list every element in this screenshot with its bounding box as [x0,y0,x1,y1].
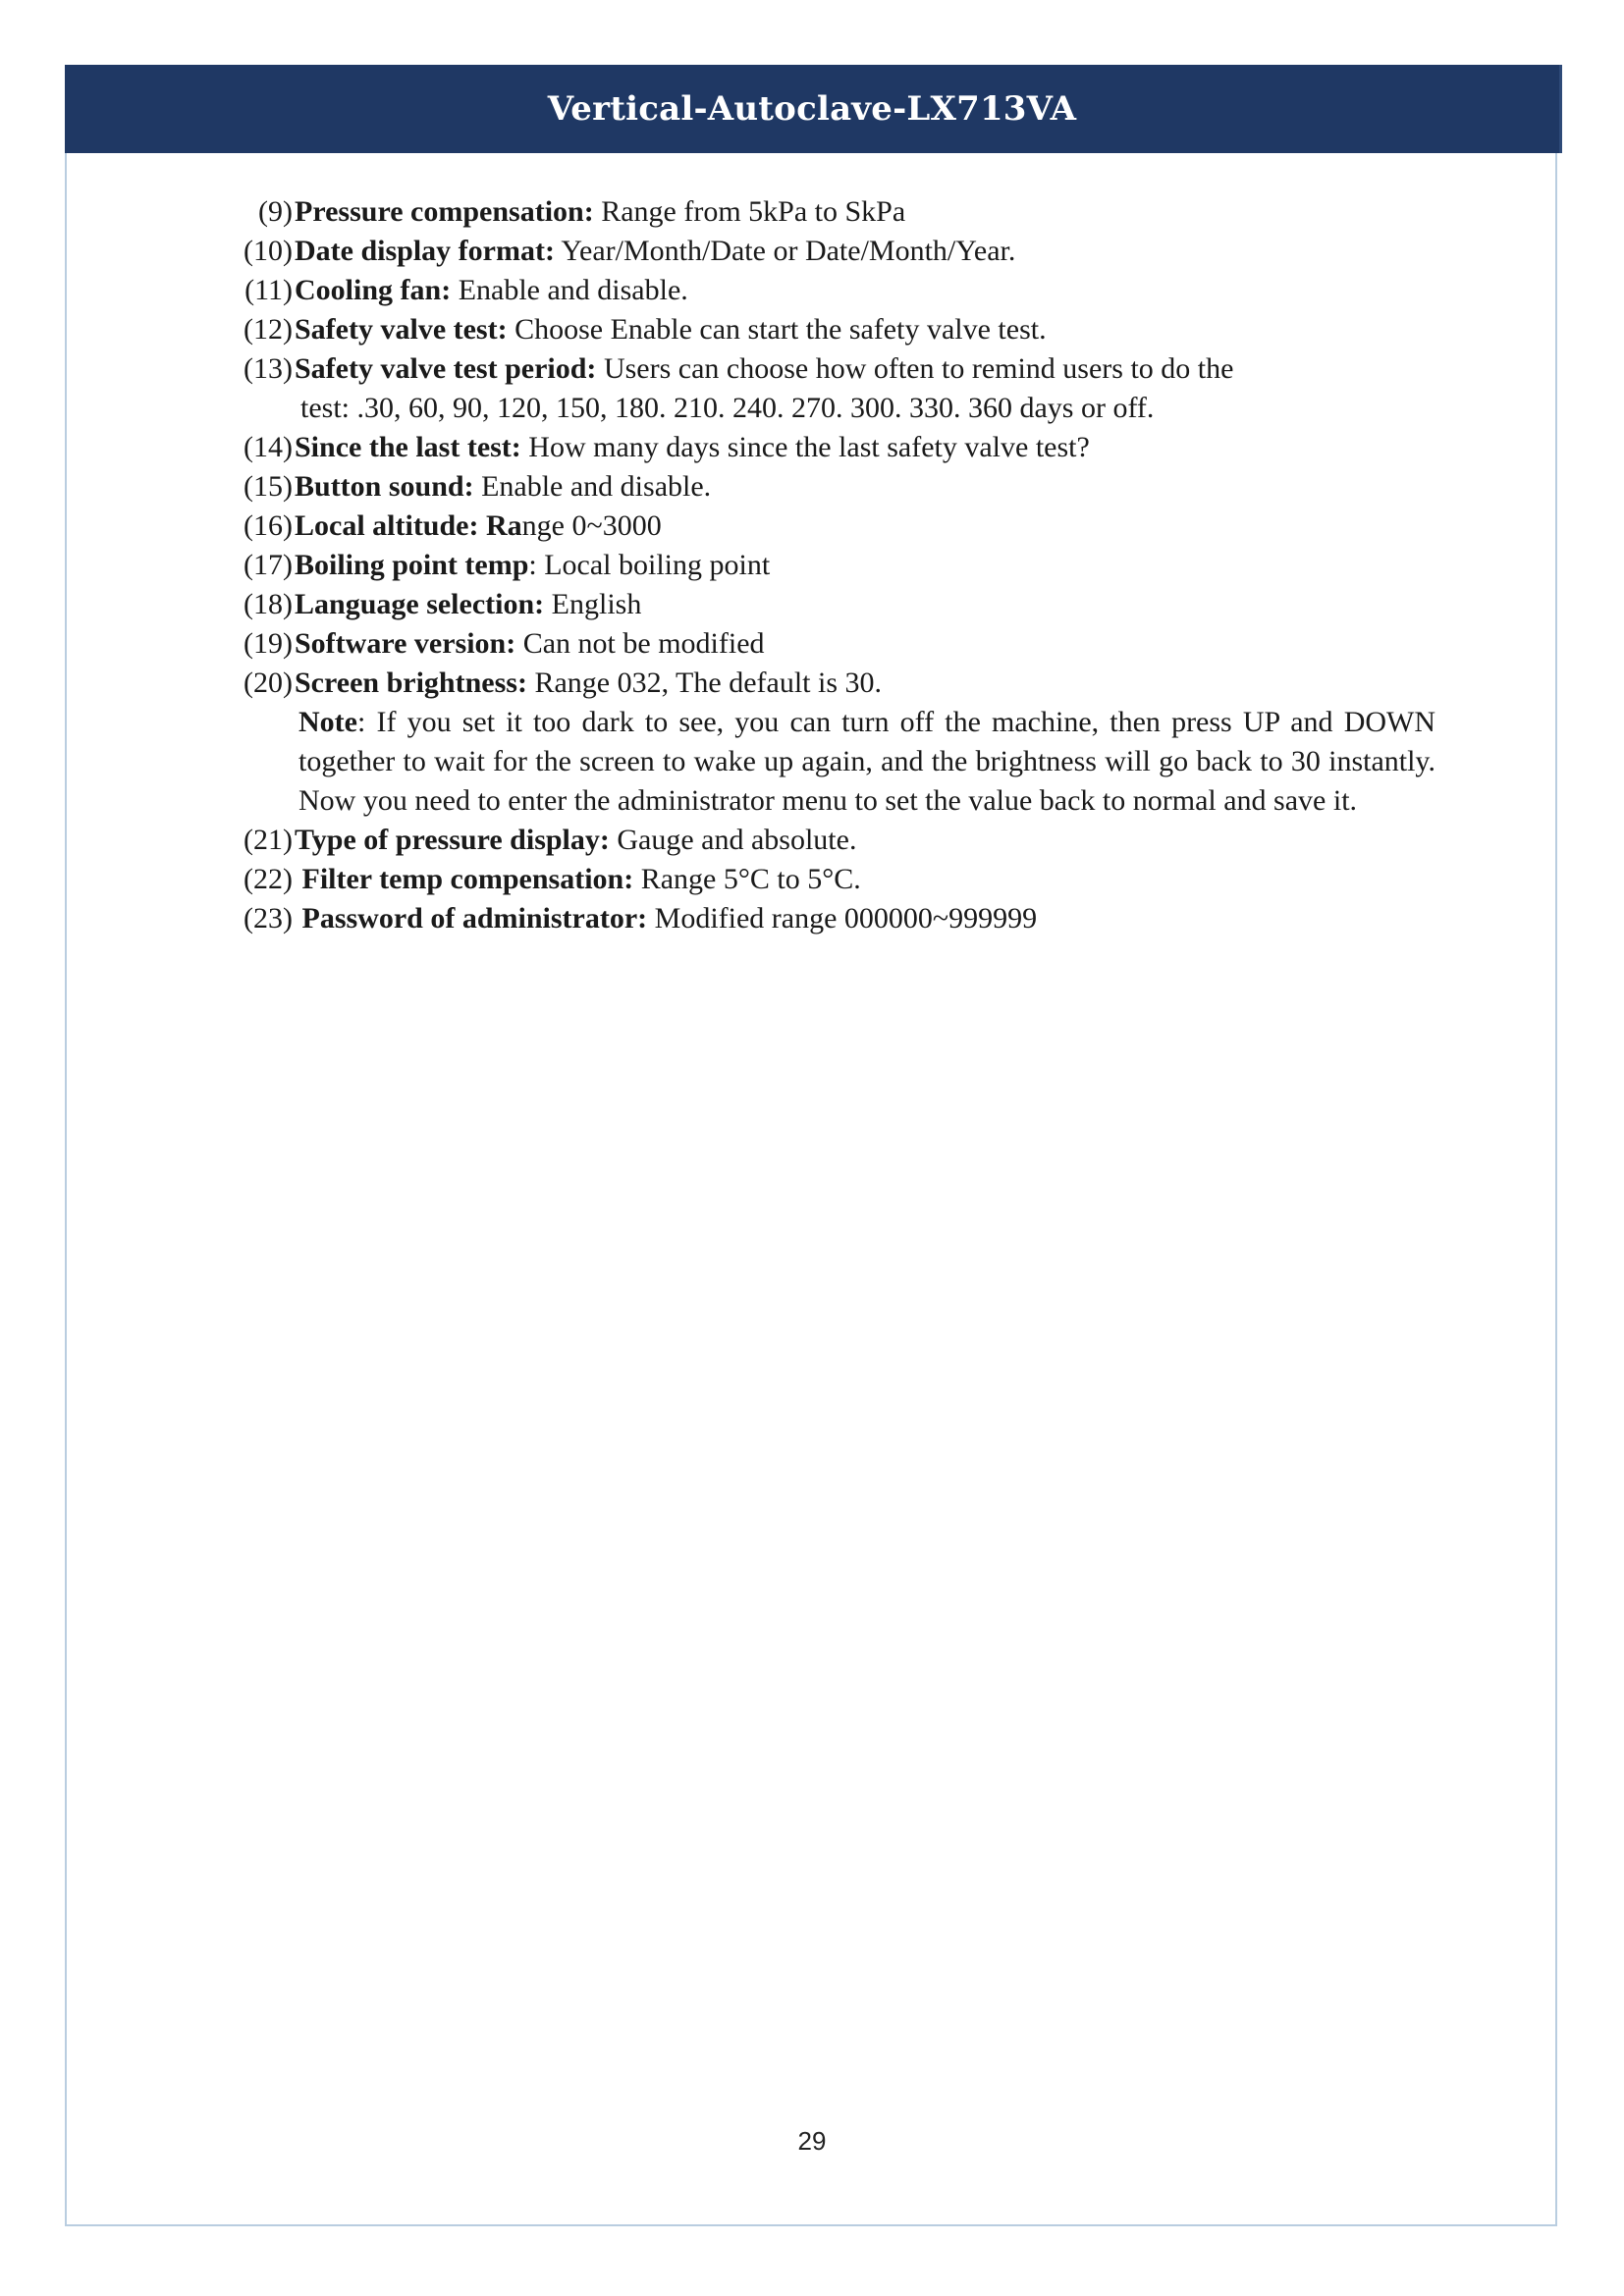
list-item [228,271,1435,310]
list-item [228,232,1435,271]
page-number: 29 [797,2126,827,2156]
item-text: Range 5°C to 5°C. [633,863,861,895]
item-text: Gauge and absolute. [609,824,857,856]
item-text: nge 0~3000 [521,509,662,542]
item-number: (17) [244,549,293,581]
list-item [228,664,1435,703]
item-label: Safety valve test: [295,313,508,346]
item-number: (9) [258,195,293,228]
list-item [228,349,1435,389]
item-number: (18) [244,588,293,620]
item-label: Screen brightness: [295,667,527,699]
item-number: (15) [244,470,293,503]
list-item [228,467,1435,507]
item-number: (23) [244,902,293,934]
item-text: : Local boiling point [528,549,771,581]
note-text: : If you set it too dark to see, you can turn off the machine, then press UP and DOWN together to wait for the screen to wake up again, and the brightness will go back to 30 instantly. Now you need to enter the administrator menu to set the value back to normal and save it. [298,706,1435,817]
item-number: (21) [244,824,293,856]
item-label: Password of administrator: [295,902,648,934]
item-text: Range 032, The default is 30. [526,667,882,699]
item-label: Pressure compensation: [295,195,594,228]
list-item [228,428,1435,467]
list-item [228,821,1435,860]
item-continuation: test: .30, 60, 90, 120, 150, 180. 210. 240. 270. 300. 330. 360 days or off. [300,392,1155,424]
item-text: Can not be modified [515,627,765,660]
item-label: Software version: [295,627,516,660]
item-number: (12) [244,313,293,346]
item-label: Local altitude: Ra [295,509,522,542]
note-label: Note [298,706,357,738]
item-number: (10) [244,235,293,267]
item-text: Year/Month/Date or Date/Month/Year. [554,235,1016,267]
item-number: (20) [244,667,293,699]
list-item [228,192,1435,232]
item-text: English [544,588,642,620]
document-title: Vertical-Autoclave-LX713VA [547,89,1077,129]
brightness-note [228,703,1435,821]
item-number: (13) [244,352,293,385]
item-number: (14) [244,431,293,463]
item-text: Users can choose how often to remind users to do the [596,352,1234,385]
header-bar [65,65,1559,153]
item-number: (11) [244,274,293,306]
list-item [228,860,1435,899]
item-label: Boiling point temp [295,549,529,581]
settings-list [228,192,1435,938]
item-label: Since the last test: [295,431,521,463]
item-text: Range from 5kPa to SkPa [593,195,906,228]
list-item [228,310,1435,349]
item-label: Button sound: [295,470,474,503]
list-item [228,624,1435,664]
item-text: Enable and disable. [451,274,688,306]
list-item [228,899,1435,938]
item-text: How many days since the last safety valve test? [520,431,1090,463]
item-number: (19) [244,627,293,660]
item-number: (22) [244,863,293,895]
item-text: Enable and disable. [473,470,712,503]
item-text: Modified range 000000~999999 [647,902,1038,934]
list-item [228,507,1435,546]
list-item [228,546,1435,585]
item-text: Choose Enable can start the safety valve test. [507,313,1047,346]
item-number: (16) [244,509,293,542]
item-label: Date display format: [295,235,555,267]
item-label: Cooling fan: [295,274,452,306]
item-label: Safety valve test period: [295,352,597,385]
item-label: Type of pressure display: [295,824,610,856]
item-label: Language selection: [295,588,545,620]
item-label: Filter temp compensation: [295,863,634,895]
list-item [228,585,1435,624]
